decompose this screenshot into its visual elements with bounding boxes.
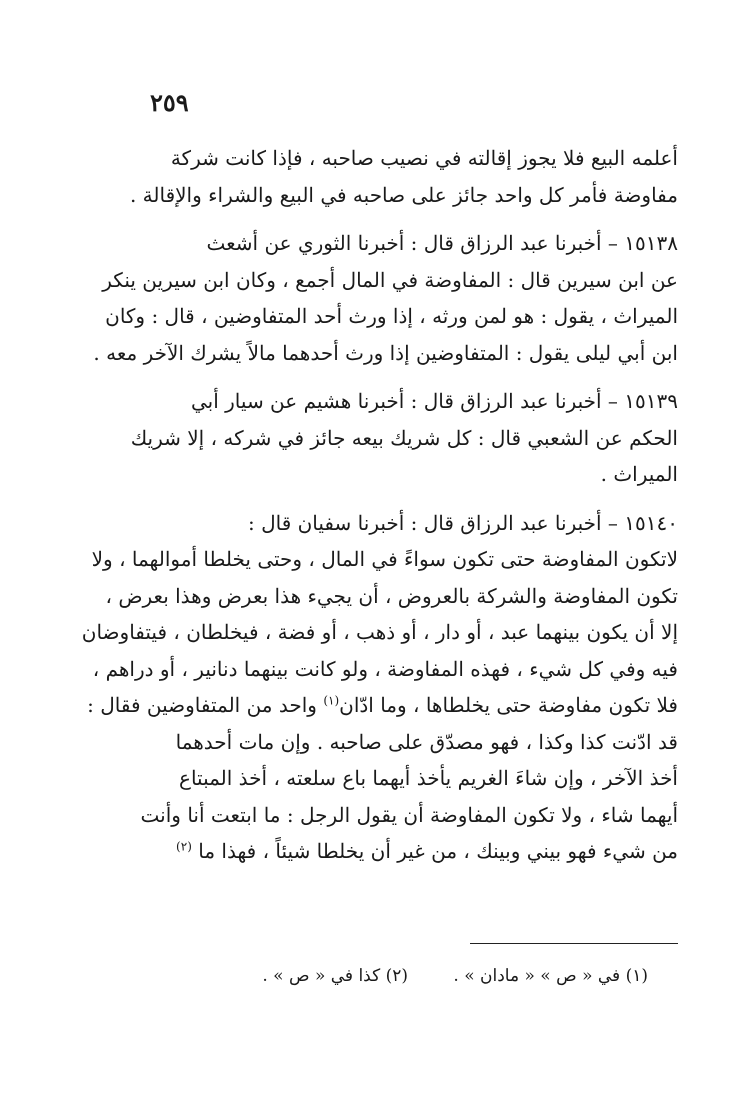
text-line: الميراث .: [600, 462, 678, 486]
text-line: أيهما شاء ، ولا تكون المفاوضة أن يقول الرجل : ما ابتعت أنا وأنت: [140, 802, 678, 827]
hadith-15138-line: ١٥١٣٨ – أخبرنا عبد الرزاق قال : أخبرنا الثوري عن أشعث: [206, 231, 678, 255]
text-line: إلا أن يكون بينهما عبد ، أو دار ، أو ذهب ، أو فضة ، فيخلطان ، فيتفاوضان: [81, 620, 678, 644]
hadith-15139-line: ١٥١٣٩ – أخبرنا عبد الرزاق قال : أخبرنا هشيم عن سيار أبي: [191, 389, 678, 413]
line-head: من شيء فهو بيني وبينك ، من غير أن يخلطا شيئاً ، فهذا ما: [198, 839, 678, 863]
main-text: [78, 140, 678, 870]
footnote-2: (٢) كذا في « ص » .: [262, 966, 409, 986]
line-head: فلا تكون مفاوضة حتى يخلطاها ، وما ادّان: [339, 693, 678, 717]
text-line: فيه وفي كل شيء ، فهذه المفاوضة ، ولو كانت بينهما دنانير ، أو دراهم ،: [92, 656, 678, 681]
text-line: عن ابن سيرين قال : المفاوضة في المال أجمع ، وكان ابن سيرين ينكر: [102, 267, 678, 292]
text-line: قد ادّنت كذا وكذا ، فهو مصدّق على صاحبه . وإن مات أحدهما: [175, 729, 678, 754]
footnote-divider: [470, 943, 678, 944]
hadith-15140-line: ١٥١٤٠ – أخبرنا عبد الرزاق قال : أخبرنا سفيان قال :: [247, 510, 678, 535]
text-line: أعلمه البيع فلا يجوز إقالته في نصيب صاحبه ، فإذا كانت شركة: [170, 146, 678, 170]
text-line-with-footnote: [78, 687, 678, 724]
text-line: الميراث ، يقول : هو لمن ورثه ، إذا ورث أحد المتفاوضين ، قال : وكان: [105, 304, 678, 328]
footnote-marker-2: (٢): [176, 839, 192, 854]
text-line: ابن أبي ليلى يقول : المتفاوضين إذا ورث أحدهما مالاً يشرك الآخر معه .: [93, 340, 678, 365]
footnote-marker-1: (١): [323, 693, 340, 708]
text-line: أخذ الآخر ، وإن شاءَ الغريم يأخذ أيهما باع سلعته ، أخذ المبتاع: [179, 766, 678, 790]
text-line: مفاوضة فأمر كل واحد جائز على صاحبه في البيع والشراء والإقالة .: [129, 182, 678, 207]
footnote-1: (١) في « ص » « مادان » .: [453, 966, 648, 986]
line-tail: واحد من المتفاوضين فقال :: [87, 693, 324, 717]
footnotes: [78, 962, 648, 990]
text-line: لاتكون المفاوضة حتى تكون سواءً في المال ، وحتى يخلطا أموالهما ، ولا: [91, 547, 678, 571]
text-line-with-footnote: [78, 833, 678, 870]
page-number: ٢٥٩: [150, 88, 189, 117]
text-line: الحكم عن الشعبي قال : كل شريك بيعه جائز في شركه ، إلا شريك: [130, 425, 678, 450]
text-line: تكون المفاوضة والشركة بالعروض ، أن يجيء هذا بعرض وهذا بعرض ،: [105, 583, 678, 608]
